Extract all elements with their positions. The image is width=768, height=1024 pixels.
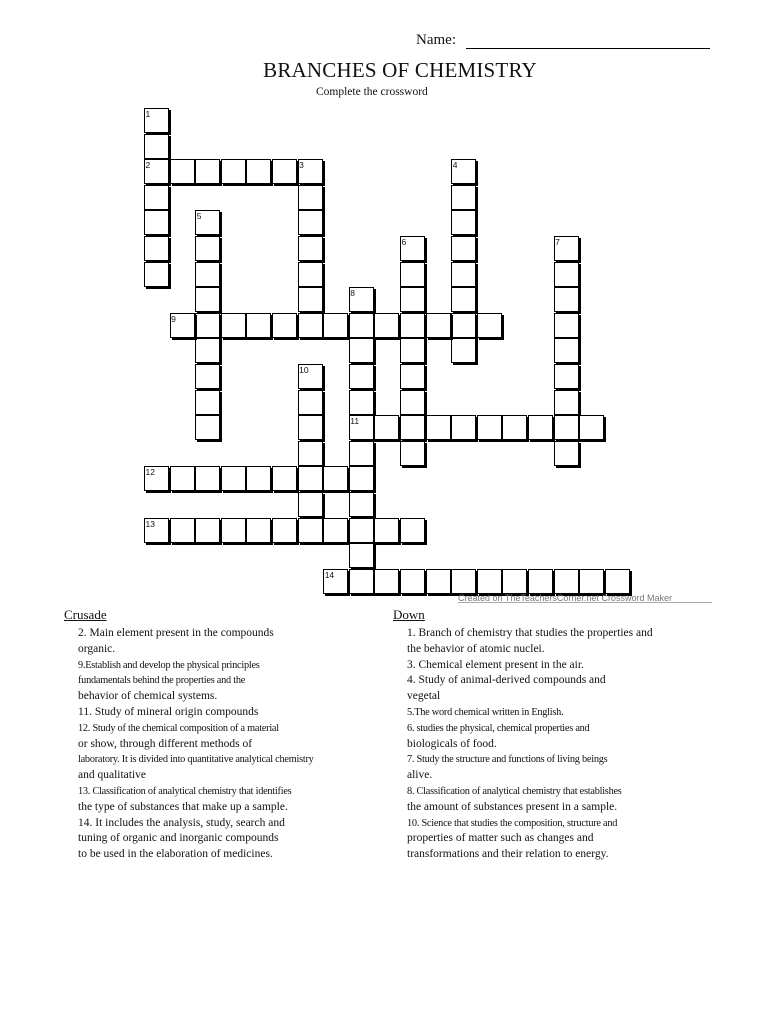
clue-number: 4 xyxy=(452,160,458,171)
crossword-cell[interactable] xyxy=(400,338,425,363)
down-clue-line: 3. Chemical element present in the air. xyxy=(407,658,584,671)
crossword-cell[interactable] xyxy=(349,543,374,568)
down-clue-line: 6. studies the physical, chemical properties and xyxy=(407,722,590,734)
crossword-cell[interactable] xyxy=(298,262,323,287)
crossword-cell[interactable] xyxy=(195,338,220,363)
crossword-cell[interactable] xyxy=(477,569,502,594)
crossword-cell[interactable] xyxy=(195,364,220,389)
across-clue-line: fundamentals behind the properties and the xyxy=(78,675,246,687)
crossword-cell[interactable] xyxy=(195,287,220,312)
crossword-cell[interactable] xyxy=(554,415,579,440)
crossword-cell[interactable] xyxy=(451,287,476,312)
crossword-cell[interactable] xyxy=(528,415,553,440)
crossword-cell[interactable] xyxy=(144,185,169,210)
crossword-cell[interactable] xyxy=(451,313,476,338)
down-clue-line: vegetal xyxy=(407,690,441,703)
crossword-cell[interactable] xyxy=(349,364,374,389)
across-clue-line: laboratory. It is divided into quantitative analytical chemistry xyxy=(78,754,314,766)
crossword-cell[interactable] xyxy=(298,287,323,312)
clue-number: 9 xyxy=(171,313,176,324)
crossword-cell[interactable] xyxy=(246,159,271,184)
across-clues xyxy=(78,626,314,863)
down-clue-line: the amount of substances present in a sample. xyxy=(407,800,618,813)
crossword-cell[interactable] xyxy=(298,518,323,543)
crossword-cell[interactable] xyxy=(451,569,476,594)
credit-prefix: Created on xyxy=(458,593,505,603)
crossword-cell[interactable] xyxy=(349,466,374,491)
crossword-cell[interactable] xyxy=(298,441,323,466)
clue-number: 1 xyxy=(145,109,151,119)
crossword-cell[interactable] xyxy=(349,441,374,466)
down-clue-line: properties of matter such as changes and xyxy=(407,832,594,845)
crossword-cell[interactable] xyxy=(144,262,169,287)
clue-number: 13 xyxy=(145,518,155,529)
crossword-cell[interactable] xyxy=(400,390,425,415)
crossword-cell[interactable] xyxy=(554,364,579,389)
crossword-cell[interactable] xyxy=(554,338,579,363)
clue-number: 12 xyxy=(145,467,155,478)
across-clue-line: the type of substances that make up a sample. xyxy=(78,800,288,813)
crossword-cell[interactable] xyxy=(400,569,425,594)
credit-divider xyxy=(458,602,712,603)
crossword-cell[interactable] xyxy=(502,569,527,594)
clue-number: 8 xyxy=(350,288,356,299)
across-clue-line: 2. Main element present in the compounds xyxy=(78,627,274,639)
crossword-cell[interactable] xyxy=(195,466,220,491)
crossword-cell[interactable] xyxy=(554,441,579,466)
crossword-cell[interactable] xyxy=(272,466,297,491)
crossword-cell[interactable] xyxy=(400,415,425,440)
crossword-cell[interactable] xyxy=(221,313,246,338)
across-clue-line: to be used in the elaboration of medicines. xyxy=(78,848,273,861)
crossword-cell[interactable] xyxy=(477,313,502,338)
crossword-cell[interactable] xyxy=(323,466,348,491)
down-clue-line: alive. xyxy=(407,769,433,782)
crossword-cell[interactable] xyxy=(400,287,425,312)
down-clue-line: 4. Study of animal-derived compounds and xyxy=(407,674,606,687)
across-clue-line: 11. Study of mineral origin compounds xyxy=(78,705,259,718)
across-clue-line: and qualitative xyxy=(78,769,147,782)
crossword-cell[interactable] xyxy=(170,466,195,491)
crossword-cell[interactable] xyxy=(272,159,297,184)
crossword-cell[interactable] xyxy=(400,262,425,287)
down-clue-line: 7. Study the structure and functions of living beings xyxy=(407,754,608,766)
crossword-cell[interactable] xyxy=(195,159,220,184)
crossword-cell[interactable] xyxy=(272,518,297,543)
crossword-cell[interactable] xyxy=(246,518,271,543)
page-title: BRANCHES OF CHEMISTRY xyxy=(263,58,537,82)
crossword-cell[interactable] xyxy=(221,159,246,184)
crossword-cell[interactable] xyxy=(144,236,169,261)
across-clue-line: tuning of organic and inorganic compounds xyxy=(78,832,279,845)
crossword-cell[interactable] xyxy=(400,518,425,543)
across-clue-line: behavior of chemical systems. xyxy=(78,690,218,703)
crossword-cell[interactable] xyxy=(554,262,579,287)
crossword-cell[interactable] xyxy=(272,313,297,338)
crossword-cell[interactable] xyxy=(400,313,425,338)
crossword-cell[interactable] xyxy=(170,159,195,184)
crossword-cell[interactable] xyxy=(298,236,323,261)
crossword-cell[interactable] xyxy=(451,185,476,210)
crossword-cell[interactable] xyxy=(349,313,374,338)
credit-link[interactable]: TheTeachersCorner.net xyxy=(504,593,599,603)
down-clue-line: biologicals of food. xyxy=(407,737,497,750)
crossword-cell[interactable] xyxy=(195,313,220,338)
clue-number: 14 xyxy=(324,569,335,580)
crossword-cell[interactable] xyxy=(374,313,399,338)
across-title: Crusade xyxy=(64,607,107,622)
down-clue-line: 1. Branch of chemistry that studies the properties and xyxy=(407,627,653,639)
crossword-cell[interactable] xyxy=(144,210,169,235)
across-clue-line: organic. xyxy=(78,642,116,655)
down-clue-line: 5.The word chemical written in English. xyxy=(407,706,564,718)
crossword-cell[interactable] xyxy=(349,492,374,517)
crossword-cell[interactable] xyxy=(298,210,323,235)
crossword-cell[interactable] xyxy=(400,364,425,389)
across-clue-line: 9.Establish and develop the physical principles xyxy=(78,659,260,671)
crossword-cell[interactable] xyxy=(298,313,323,338)
crossword-cell[interactable] xyxy=(451,262,476,287)
crossword-cell[interactable] xyxy=(195,262,220,287)
crossword-cell[interactable] xyxy=(477,415,502,440)
down-clue-line: 8. Classification of analytical chemistry that establishes xyxy=(407,785,622,797)
crossword-cell[interactable] xyxy=(221,518,246,543)
clue-number: 6 xyxy=(401,237,407,247)
across-clue-line: 14. It includes the analysis, study, search and xyxy=(78,816,285,829)
crossword-cell[interactable] xyxy=(298,390,323,415)
down-clue-line: 10. Science that studies the composition, structure and xyxy=(407,817,618,829)
crossword-cell[interactable] xyxy=(298,415,323,440)
credit-suffix: Crossword Maker xyxy=(598,593,672,603)
crossword-cell[interactable] xyxy=(298,492,323,517)
crossword-cell[interactable] xyxy=(374,415,399,440)
crossword-cell[interactable] xyxy=(246,313,271,338)
crossword-cell[interactable] xyxy=(528,569,553,594)
crossword-cell[interactable] xyxy=(195,415,220,440)
crossword-cell[interactable] xyxy=(349,569,374,594)
crossword-cell[interactable] xyxy=(554,569,579,594)
crossword-cell[interactable] xyxy=(451,236,476,261)
down-clues xyxy=(407,626,653,863)
clue-number: 10 xyxy=(299,365,309,375)
crossword-cell[interactable] xyxy=(426,569,451,594)
clue-number: 3 xyxy=(299,160,304,171)
clue-number: 2 xyxy=(145,160,151,171)
across-clue-line: 13. Classification of analytical chemistry that identifies xyxy=(78,785,292,797)
down-clue-line: the behavior of atomic nuclei. xyxy=(407,642,545,655)
crossword-cell[interactable] xyxy=(246,466,271,491)
crossword-cell[interactable] xyxy=(502,415,527,440)
down-title: Down xyxy=(393,607,425,622)
crossword-cell[interactable] xyxy=(170,518,195,543)
down-clue-line: transformations and their relation to energy. xyxy=(407,848,609,861)
crossword-cell[interactable] xyxy=(426,313,451,338)
crossword-cell[interactable] xyxy=(400,441,425,466)
crossword-cell[interactable] xyxy=(298,466,323,491)
crossword-cell[interactable] xyxy=(374,569,399,594)
across-clue-line: 12. Study of the chemical composition of a material xyxy=(78,722,279,734)
crossword-cell[interactable] xyxy=(144,134,169,159)
subtitle: Complete the crossword xyxy=(316,86,428,98)
crossword-cell[interactable] xyxy=(349,518,374,543)
crossword-cell[interactable] xyxy=(349,338,374,363)
across-clue-line: or show, through different methods of xyxy=(78,737,253,750)
crossword-cell[interactable] xyxy=(554,390,579,415)
clue-number: 5 xyxy=(196,211,202,222)
name-label: Name: xyxy=(416,32,456,48)
crossword-cell[interactable] xyxy=(195,518,220,543)
crossword-cell[interactable] xyxy=(579,415,604,440)
crossword-cell[interactable] xyxy=(605,569,630,594)
crossword-cell[interactable] xyxy=(451,338,476,363)
crossword-cell[interactable] xyxy=(554,287,579,312)
crossword-cell[interactable] xyxy=(579,569,604,594)
clue-number: 7 xyxy=(555,237,560,247)
crossword-cell[interactable] xyxy=(349,390,374,415)
crossword-cell[interactable] xyxy=(195,236,220,261)
crossword-cell[interactable] xyxy=(554,313,579,338)
crossword-cell[interactable] xyxy=(298,185,323,210)
clue-number: 11 xyxy=(350,416,360,427)
crossword-cell[interactable] xyxy=(374,518,399,543)
crossword-cell[interactable] xyxy=(323,518,348,543)
crossword-cell[interactable] xyxy=(195,390,220,415)
crossword-cell[interactable] xyxy=(221,466,246,491)
crossword-cell[interactable] xyxy=(323,313,348,338)
crossword-cell[interactable] xyxy=(426,415,451,440)
crossword-cell[interactable] xyxy=(451,210,476,235)
crossword-cell[interactable] xyxy=(451,415,476,440)
